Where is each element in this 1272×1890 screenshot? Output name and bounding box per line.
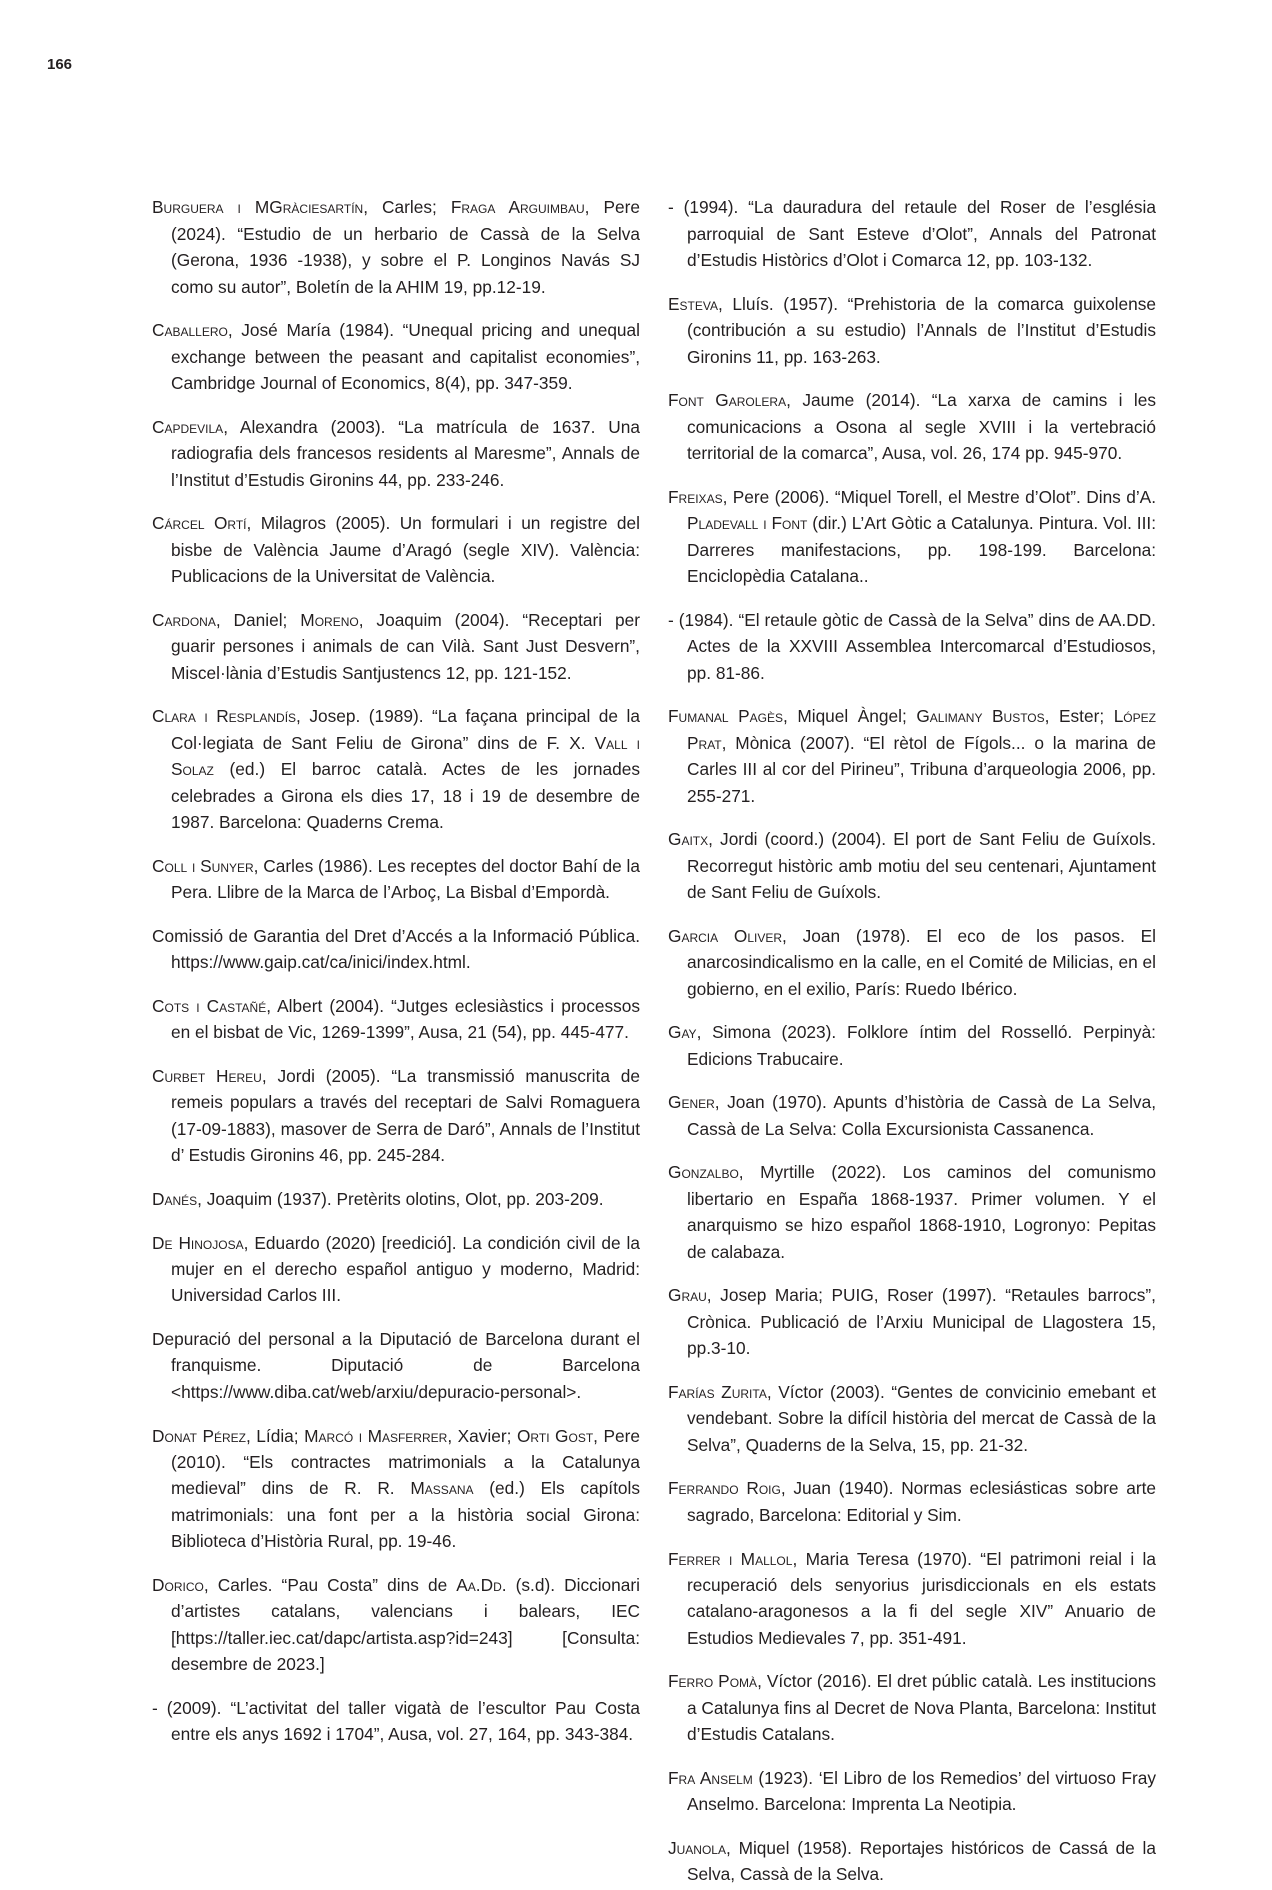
entry-text: , Jaume (2014). “La xarxa de camins i les comunicacions a Osona al segle XVIII i la vertebració territorial de la comarca”, Ausa, vol. 26, 174 pp. 945-970. (687, 390, 1157, 464)
entry-text: , Myrtille (2022). Los caminos del comunismo libertario en España 1868-1937. Primer volumen. Y el anarquismo se hizo español 1868-1910, Logronyo: Pepitas de calabaza. (687, 1162, 1156, 1262)
bibliography-entry (152, 1572, 640, 1678)
author-name: Ferrando Roig (668, 1478, 781, 1499)
entry-text: , Maria Teresa (1970). “El patrimoni reial i la recuperació dels senyorius jurisdiccionals en els estats catalano-aragonesos a la fi del segle XIV” Anuario de Estudios Medievales 7, pp. 351-491. (687, 1548, 1156, 1648)
bibliography-entry (668, 923, 1156, 1002)
bibliography-entry (152, 853, 640, 906)
author-name: Cárcel Ortí (152, 513, 247, 534)
bibliography-entry (668, 607, 1156, 686)
bibliography-entry (152, 1423, 640, 1555)
author-name: Coll i Sunyer (152, 855, 254, 876)
entry-text: , Pere (2024). “Estudio de un herbario de Cassà de la Selva (Gerona, 1936 -1938), y sobre el P. Longinos Navás SJ como su autor”, Boletín de la AHIM 19, pp.12-19. (171, 197, 640, 297)
author-name: Donat Pérez (152, 1425, 246, 1446)
bibliography-entry (152, 414, 640, 493)
bibliography-entry (152, 703, 640, 835)
entry-text: , José María (1984). “Unequal pricing and unequal exchange between the peasant and capitalist economies”, Cambridge Journal of Economics, 8(4), pp. 347-359. (171, 320, 640, 394)
bibliography-entry (152, 993, 640, 1046)
entry-text: (ed.) Els capítols matrimonials: una font per a la història social Girona: Biblioteca d’Història Rural, pp. 19-46. (171, 1478, 640, 1552)
author-name: Capdevila (152, 416, 224, 437)
bibliography-entry (152, 1695, 640, 1748)
entry-text: , Pere (2010). “Els contractes matrimonials a la Catalunya medieval” dins de R. R. (171, 1425, 641, 1499)
bibliography-entry (668, 194, 1156, 273)
entry-text: , Josep Maria; PUIG, Roser (1997). “Retaules barrocs”, Crònica. Publicació de l’Arxiu Municipal de Llagostera 15, pp.3-10. (687, 1285, 1156, 1359)
entry-text: (1923). ‘El Libro de los Remedios’ del virtuoso Fray Anselmo. Barcelona: Imprenta La Neotipia. (687, 1767, 1156, 1815)
entry-text: , Eduardo (2020) [reedició]. La condición civil de la mujer en el derecho español antiguo y moderno, Madrid: Universidad Carlos III. (171, 1232, 640, 1306)
entry-text: , Josep. (1989). “La façana principal de la Col·legiata de Sant Feliu de Girona” dins de F. X. (171, 706, 640, 753)
bibliography-entry (152, 1326, 640, 1405)
bibliography-entry (668, 703, 1156, 809)
bibliography-entry (668, 1475, 1156, 1528)
author-name: Fraga Arguimbau (450, 197, 585, 218)
entry-text: - (1994). “La dauradura del retaule del Roser de l’església parroquial de Sant Esteve d’Olot”, Annals del Patronat d’Estudis Històrics d’Olot i Comarca 12, pp. 103-132. (668, 197, 1156, 271)
author-name: Fra Anselm (668, 1767, 753, 1788)
entry-text: , Daniel; (215, 609, 301, 630)
author-name: Ferro Pomà (668, 1671, 758, 1692)
entry-text: , Joan (1970). Apunts d’història de Cassà de La Selva, Cassà de La Selva: Colla Excursionista Cassanenca. (687, 1092, 1156, 1139)
entry-text: - (2009). “L’activitat del taller vigatà de l’escultor Pau Costa entre els anys 1692 i 1704”, Ausa, vol. 27, 164, pp. 343-384. (152, 1697, 640, 1745)
bibliography-entry (152, 1230, 640, 1309)
entry-text: , Jordi (coord.) (2004). El port de Sant Feliu de Guíxols. Recorregut històric amb motiu del seu centenari, Ajuntament de Sant Feliu de Guíxols. (687, 829, 1156, 903)
bibliography-entry (668, 1668, 1156, 1747)
author-name: Garcia Oliver (668, 925, 783, 946)
bibliography-entry (152, 510, 640, 589)
bibliography-entry (668, 1159, 1156, 1265)
entry-text: , Víctor (2003). “Gentes de convicinio emebant et vendebant. Sobre la difícil història del mercat de Cassà de la Selva”, Quaderns de la Selva, 15, pp. 21-32. (687, 1381, 1156, 1455)
author-name: Grau (668, 1285, 707, 1306)
entry-text: , Lídia; (245, 1425, 305, 1446)
entry-text: , Jordi (2005). “La transmissió manuscrita de remeis populars a través del receptari de Salvi Romaguera (17-09-1883), masover de Serra de Daró”, Annals de l’Institut d’ Estudis Gironins 46, pp. 245-284. (171, 1065, 641, 1166)
author-name: Esteva (668, 293, 718, 314)
bibliography-entry (668, 1282, 1156, 1361)
bibliography-entry (152, 1186, 640, 1212)
author-name: Clara i Resplandís (152, 706, 297, 727)
entry-text: , Joaquim (2004). “Receptari per guarir persones i animals de can Vilà. Sant Just Desvern”, Miscel·lània d’Estudis Santjustencs 12, pp. 121-152. (171, 609, 640, 683)
author-name: López Prat (687, 706, 1156, 753)
entry-text: , Mònica (2007). “El rètol de Fígols... o la marina de Carles III al cor del Pirineu”, Tribuna d’arqueologia 2006, pp. 255-271. (687, 732, 1156, 806)
author-name: Freixas (668, 486, 723, 507)
entry-text: , Víctor (2016). El dret públic català. Les institucions a Catalunya fins al Decret de Nova Planta, Barcelona: Institut d’Estudis Catalans. (687, 1671, 1157, 1745)
entry-text: , Alexandra (2003). “La matrícula de 1637. Una radiografia dels francesos residents al Maresme”, Annals de l’Institut d’Estudis Gironins 44, pp. 233-246. (171, 416, 640, 490)
author-name: Moreno (300, 609, 359, 630)
page-number: 166 (47, 56, 73, 73)
entry-text: , Miquel Àngel; (782, 706, 917, 727)
entry-text: , Simona (2023). Folklore íntim del Rosselló. Perpinyà: Edicions Trabucaire. (687, 1022, 1156, 1069)
author-name: Curbet Hereu (152, 1065, 262, 1086)
author-name: Fumanal Pagès (668, 706, 783, 727)
bibliography-entry (668, 1379, 1156, 1458)
author-name: Aa.Dd. (456, 1574, 507, 1595)
author-name: Gener (668, 1092, 715, 1113)
author-name: Dorico (152, 1574, 204, 1595)
bibliography-entry (668, 291, 1156, 370)
author-name: Ferrer i Mallol (668, 1548, 793, 1569)
bibliography-entry (668, 387, 1156, 466)
bibliography-entry (152, 317, 640, 396)
entry-text: , Carles (1986). Les receptes del doctor Bahí de la Pera. Llibre de la Marca de l’Arboç, La Bisbal d’Empordà. (171, 855, 640, 903)
entry-text: , Joaquim (1937). Pretèrits olotins, Olot, pp. 203-209. (197, 1188, 604, 1209)
entry-text: - (1984). “El retaule gòtic de Cassà de la Selva” dins de AA.DD. Actes de la XXVIII Assemblea Intercomarcal d’Estudiosos, pp. 81-86. (668, 609, 1156, 683)
author-name: Caballero (152, 320, 228, 341)
bibliography-entry (668, 1765, 1156, 1818)
entry-text: , Ester; (1044, 706, 1114, 727)
entry-text: , Carles; (363, 197, 451, 218)
author-name: Pladevall i Font (687, 513, 808, 534)
author-name: Gonzalbo (668, 1162, 739, 1183)
author-name: Juanola (668, 1838, 726, 1859)
author-name: Vall i Solaz (171, 732, 640, 780)
bibliography-column-left (152, 177, 640, 1750)
author-name: Farías Zurita (668, 1381, 767, 1402)
entry-text: , Carles. “Pau Costa” dins de (203, 1574, 457, 1595)
bibliography-entry (668, 826, 1156, 905)
author-name: Gay (668, 1022, 697, 1043)
author-name: Danés (152, 1188, 198, 1209)
author-name: Cardona (152, 609, 216, 630)
entry-text: (dir.) L’Art Gòtic a Catalunya. Pintura. Vol. III: Darreres manifestacions, pp. 198-199. Barcelona: Enciclopèdia Catalana.. (687, 513, 1156, 587)
author-name: Gaitx (668, 829, 709, 850)
bibliography-entry (668, 1546, 1156, 1652)
entry-text: Comissió de Garantia del Dret d’Accés a la Informació Pública. https://www.gaip.cat/ca/inici/index.html. (152, 925, 640, 973)
entry-text: (ed.) El barroc català. Actes de les jornades celebrades a Girona els dies 17, 18 i 19 de desembre de 1987. Barcelona: Quaderns Crema. (171, 759, 640, 832)
bibliography-entry (668, 1089, 1156, 1142)
bibliography-entry (668, 1019, 1156, 1072)
bibliography-entry (152, 194, 640, 300)
author-name: Orti Gost (516, 1425, 594, 1446)
author-name: Galimany Bustos (916, 706, 1045, 727)
entry-text: , Miquel (1958). Reportajes históricos de Cassá de la Selva, Cassà de la Selva. (687, 1838, 1156, 1885)
author-name: De Hinojosa (152, 1232, 244, 1253)
author-name: Burguera i MGràciesartín (152, 197, 364, 218)
entry-text: , Pere (2006). “Miquel Torell, el Mestre d’Olot”. Dins d’A. (722, 486, 1156, 507)
entry-text: , Lluís. (1957). “Prehistoria de la comarca guixolense (contribución a su estudio) l’Annals de l’Institut d’Estudis Gironins 11, pp. 163-263. (687, 293, 1156, 367)
entry-text: (s.d). Diccionari d’artistes catalans, valencians i balears, IEC [https://taller.iec.cat/dapc/artista.asp?id=243] [Consulta: desembre de 2023.] (171, 1574, 640, 1675)
author-name: Cots i Castañé (152, 995, 267, 1016)
entry-text: , Juan (1940). Normas eclesiásticas sobre arte sagrado, Barcelona: Editorial y Sim. (687, 1478, 1156, 1525)
bibliography-entry (152, 607, 640, 686)
entry-text: Depuració del personal a la Diputació de Barcelona durant el franquisme. Diputació de Barcelona <https://www.diba.cat/web/arxiu/depuracio-personal>. (152, 1329, 640, 1402)
entry-text: , Xavier; (447, 1425, 517, 1446)
bibliography-entry (668, 484, 1156, 590)
bibliography-entry (152, 1063, 640, 1169)
author-name: Font Garolera (668, 390, 787, 411)
author-name: Massana (410, 1478, 474, 1499)
entry-text: , Albert (2004). “Jutges eclesiàstics i processos en el bisbat de Vic, 1269-1399”, Ausa, 21 (54), pp. 445-477. (171, 995, 640, 1043)
bibliography-entry (152, 923, 640, 976)
entry-text: , Milagros (2005). Un formulari i un registre del bisbe de València Jaume d’Aragó (segle XIV). València: Publicacions de la Universitat de València. (171, 513, 640, 587)
bibliography-entry (668, 1835, 1156, 1888)
entry-text: , Joan (1978). El eco de los pasos. El anarcosindicalismo en la calle, en el Comité de Milicias, en el gobierno, en el exilio, París: Ruedo Ibérico. (687, 925, 1157, 999)
bibliography-column-right (668, 177, 1156, 1890)
author-name: Marcó i Masferrer (304, 1425, 448, 1446)
